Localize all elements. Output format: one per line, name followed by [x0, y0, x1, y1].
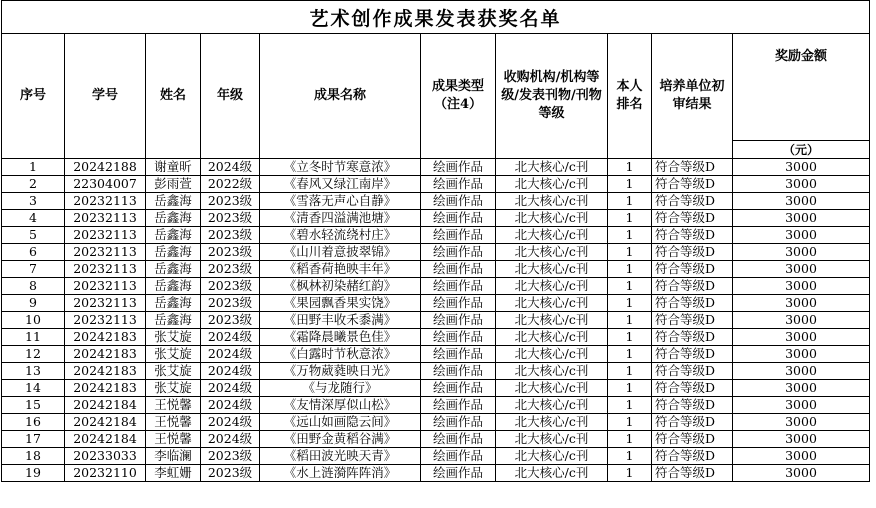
cell-work-title[interactable]: 《立冬时节寒意浓》	[260, 159, 421, 176]
cell-work-title[interactable]: 《水上涟漪阵阵消》	[260, 465, 421, 482]
cell-rank[interactable]: 1	[608, 244, 652, 261]
cell-student-id[interactable]: 20242183	[65, 346, 146, 363]
table-row	[2, 210, 870, 227]
cell-publisher[interactable]: 北大核心/c刊	[496, 431, 608, 448]
table-row	[2, 278, 870, 295]
cell-amount[interactable]: 3000	[733, 329, 870, 346]
cell-amount[interactable]: 3000	[733, 227, 870, 244]
cell-review[interactable]: 符合等级D	[652, 346, 733, 363]
cell-name[interactable]: 张艾旋	[146, 380, 201, 397]
table-row	[2, 431, 870, 448]
cell-review[interactable]: 符合等级D	[652, 295, 733, 312]
cell-work-title[interactable]: 《万物葳蕤映日光》	[260, 363, 421, 380]
cell-work-title[interactable]: 《碧水轻流绕村庄》	[260, 227, 421, 244]
cell-grade[interactable]: 2024级	[201, 397, 260, 414]
cell-name[interactable]: 王悦馨	[146, 414, 201, 431]
cell-student-id[interactable]: 20232110	[65, 465, 146, 482]
cell-type[interactable]: 绘画作品	[421, 329, 496, 346]
cell-student-id[interactable]: 20232113	[65, 278, 146, 295]
cell-type[interactable]: 绘画作品	[421, 431, 496, 448]
cell-work-title[interactable]: 《稻田波光映天青》	[260, 448, 421, 465]
table-row	[2, 227, 870, 244]
cell-student-id[interactable]: 20242183	[65, 363, 146, 380]
cell-review[interactable]: 符合等级D	[652, 312, 733, 329]
cell-publisher[interactable]: 北大核心/c刊	[496, 312, 608, 329]
cell-publisher[interactable]: 北大核心/c刊	[496, 363, 608, 380]
cell-seq[interactable]: 19	[2, 465, 65, 482]
table-row	[2, 397, 870, 414]
cell-seq[interactable]: 17	[2, 431, 65, 448]
cell-publisher[interactable]: 北大核心/c刊	[496, 210, 608, 227]
cell-type[interactable]: 绘画作品	[421, 227, 496, 244]
cell-type[interactable]: 绘画作品	[421, 448, 496, 465]
table-row	[2, 159, 870, 176]
cell-publisher[interactable]: 北大核心/c刊	[496, 176, 608, 193]
sheet-title[interactable]: 艺术创作成果发表获奖名单	[2, 1, 870, 34]
cell-review[interactable]: 符合等级D	[652, 363, 733, 380]
cell-amount[interactable]: 3000	[733, 193, 870, 210]
cell-grade[interactable]: 2024级	[201, 159, 260, 176]
cell-grade[interactable]: 2023级	[201, 261, 260, 278]
cell-grade[interactable]: 2023级	[201, 193, 260, 210]
cell-work-title[interactable]: 《田野丰收禾黍满》	[260, 312, 421, 329]
cell-seq[interactable]: 2	[2, 176, 65, 193]
cell-seq[interactable]: 6	[2, 244, 65, 261]
cell-amount[interactable]: 3000	[733, 431, 870, 448]
cell-publisher[interactable]: 北大核心/c刊	[496, 227, 608, 244]
cell-type[interactable]: 绘画作品	[421, 210, 496, 227]
header-amount[interactable]: 奖励金额	[733, 34, 870, 141]
cell-type[interactable]: 绘画作品	[421, 193, 496, 210]
cell-seq[interactable]: 5	[2, 227, 65, 244]
cell-type[interactable]: 绘画作品	[421, 414, 496, 431]
cell-name[interactable]: 王悦馨	[146, 397, 201, 414]
cell-name[interactable]: 岳鑫海	[146, 227, 201, 244]
cell-seq[interactable]: 1	[2, 159, 65, 176]
cell-student-id[interactable]: 20242184	[65, 397, 146, 414]
cell-review[interactable]: 符合等级D	[652, 431, 733, 448]
cell-amount[interactable]: 3000	[733, 465, 870, 482]
cell-rank[interactable]: 1	[608, 227, 652, 244]
cell-student-id[interactable]: 20232113	[65, 227, 146, 244]
cell-grade[interactable]: 2024级	[201, 414, 260, 431]
cell-student-id[interactable]: 20232113	[65, 295, 146, 312]
table-row	[2, 244, 870, 261]
cell-type[interactable]: 绘画作品	[421, 261, 496, 278]
cell-amount[interactable]: 3000	[733, 448, 870, 465]
cell-student-id[interactable]: 20232113	[65, 261, 146, 278]
header-grade[interactable]: 年级	[201, 34, 260, 159]
cell-rank[interactable]: 1	[608, 431, 652, 448]
header-amount-unit[interactable]: （元）	[733, 141, 870, 159]
table-row	[2, 465, 870, 482]
table-row	[2, 346, 870, 363]
cell-grade[interactable]: 2024级	[201, 380, 260, 397]
header-type[interactable]: 成果类型（注4）	[421, 34, 496, 159]
cell-publisher[interactable]: 北大核心/c刊	[496, 295, 608, 312]
cell-rank[interactable]: 1	[608, 397, 652, 414]
cell-grade[interactable]: 2023级	[201, 278, 260, 295]
cell-rank[interactable]: 1	[608, 210, 652, 227]
cell-type[interactable]: 绘画作品	[421, 312, 496, 329]
cell-student-id[interactable]: 20242183	[65, 329, 146, 346]
cell-student-id[interactable]: 20232113	[65, 312, 146, 329]
cell-amount[interactable]: 3000	[733, 380, 870, 397]
cell-type[interactable]: 绘画作品	[421, 295, 496, 312]
cell-name[interactable]: 岳鑫海	[146, 244, 201, 261]
cell-review[interactable]: 符合等级D	[652, 397, 733, 414]
cell-work-title[interactable]: 《霜降晨曦景色佳》	[260, 329, 421, 346]
cell-rank[interactable]: 1	[608, 363, 652, 380]
header-name[interactable]: 姓名	[146, 34, 201, 159]
cell-review[interactable]: 符合等级D	[652, 193, 733, 210]
cell-student-id[interactable]: 20242184	[65, 414, 146, 431]
cell-name[interactable]: 岳鑫海	[146, 193, 201, 210]
cell-name[interactable]: 谢童昕	[146, 159, 201, 176]
cell-type[interactable]: 绘画作品	[421, 380, 496, 397]
cell-publisher[interactable]: 北大核心/c刊	[496, 193, 608, 210]
cell-work-title[interactable]: 《果园飘香果实饶》	[260, 295, 421, 312]
header-student-id[interactable]: 学号	[65, 34, 146, 159]
cell-seq[interactable]: 14	[2, 380, 65, 397]
cell-grade[interactable]: 2024级	[201, 329, 260, 346]
table-row	[2, 363, 870, 380]
cell-review[interactable]: 符合等级D	[652, 448, 733, 465]
cell-amount[interactable]: 3000	[733, 159, 870, 176]
cell-grade[interactable]: 2024级	[201, 346, 260, 363]
cell-seq[interactable]: 4	[2, 210, 65, 227]
cell-publisher[interactable]: 北大核心/c刊	[496, 244, 608, 261]
cell-type[interactable]: 绘画作品	[421, 465, 496, 482]
cell-seq[interactable]: 15	[2, 397, 65, 414]
cell-rank[interactable]: 1	[608, 414, 652, 431]
cell-name[interactable]: 张艾旋	[146, 363, 201, 380]
header-rank[interactable]: 本人排名	[608, 34, 652, 159]
cell-name[interactable]: 李临澜	[146, 448, 201, 465]
cell-review[interactable]: 符合等级D	[652, 278, 733, 295]
cell-work-title[interactable]: 《清香四溢满池塘》	[260, 210, 421, 227]
table-row	[2, 261, 870, 278]
cell-rank[interactable]: 1	[608, 295, 652, 312]
cell-review[interactable]: 符合等级D	[652, 244, 733, 261]
cell-type[interactable]: 绘画作品	[421, 176, 496, 193]
cell-seq[interactable]: 16	[2, 414, 65, 431]
cell-rank[interactable]: 1	[608, 278, 652, 295]
cell-name[interactable]: 李虹姗	[146, 465, 201, 482]
cell-review[interactable]: 符合等级D	[652, 261, 733, 278]
cell-amount[interactable]: 3000	[733, 414, 870, 431]
header-work-title[interactable]: 成果名称	[260, 34, 421, 159]
cell-publisher[interactable]: 北大核心/c刊	[496, 346, 608, 363]
cell-amount[interactable]: 3000	[733, 261, 870, 278]
cell-seq[interactable]: 9	[2, 295, 65, 312]
cell-rank[interactable]: 1	[608, 261, 652, 278]
cell-grade[interactable]: 2024级	[201, 431, 260, 448]
header-review[interactable]: 培养单位初审结果	[652, 34, 733, 159]
cell-grade[interactable]: 2023级	[201, 448, 260, 465]
table-row	[2, 414, 870, 431]
header-seq[interactable]: 序号	[2, 34, 65, 159]
table-row	[2, 176, 870, 193]
cell-review[interactable]: 符合等级D	[652, 176, 733, 193]
cell-review[interactable]: 符合等级D	[652, 414, 733, 431]
cell-work-title[interactable]: 《枫林初染赭红韵》	[260, 278, 421, 295]
cell-publisher[interactable]: 北大核心/c刊	[496, 414, 608, 431]
cell-seq[interactable]: 12	[2, 346, 65, 363]
cell-grade[interactable]: 2023级	[201, 295, 260, 312]
table-row	[2, 448, 870, 465]
header-publisher[interactable]: 收购机构/机构等级/发表刊物/刊物等级	[496, 34, 608, 159]
cell-amount[interactable]: 3000	[733, 210, 870, 227]
cell-rank[interactable]: 1	[608, 176, 652, 193]
cell-seq[interactable]: 8	[2, 278, 65, 295]
cell-work-title[interactable]: 《友情深厚似山松》	[260, 397, 421, 414]
cell-work-title[interactable]: 《稻香荷艳映丰年》	[260, 261, 421, 278]
cell-seq[interactable]: 13	[2, 363, 65, 380]
cell-amount[interactable]: 3000	[733, 363, 870, 380]
cell-student-id[interactable]: 22304007	[65, 176, 146, 193]
cell-grade[interactable]: 2024级	[201, 363, 260, 380]
cell-rank[interactable]: 1	[608, 380, 652, 397]
cell-rank[interactable]: 1	[608, 159, 652, 176]
cell-amount[interactable]: 3000	[733, 295, 870, 312]
cell-seq[interactable]: 11	[2, 329, 65, 346]
cell-seq[interactable]: 18	[2, 448, 65, 465]
cell-publisher[interactable]: 北大核心/c刊	[496, 465, 608, 482]
cell-review[interactable]: 符合等级D	[652, 159, 733, 176]
cell-rank[interactable]: 1	[608, 193, 652, 210]
cell-name[interactable]: 张艾旋	[146, 346, 201, 363]
cell-publisher[interactable]: 北大核心/c刊	[496, 397, 608, 414]
cell-amount[interactable]: 3000	[733, 397, 870, 414]
cell-name[interactable]: 岳鑫海	[146, 210, 201, 227]
cell-type[interactable]: 绘画作品	[421, 363, 496, 380]
cell-grade[interactable]: 2022级	[201, 176, 260, 193]
cell-seq[interactable]: 7	[2, 261, 65, 278]
table-row	[2, 193, 870, 210]
cell-grade[interactable]: 2023级	[201, 210, 260, 227]
cell-rank[interactable]: 1	[608, 329, 652, 346]
table-row	[2, 295, 870, 312]
cell-review[interactable]: 符合等级D	[652, 380, 733, 397]
cell-publisher[interactable]: 北大核心/c刊	[496, 261, 608, 278]
cell-student-id[interactable]: 20242183	[65, 380, 146, 397]
table-row	[2, 329, 870, 346]
cell-type[interactable]: 绘画作品	[421, 244, 496, 261]
cell-publisher[interactable]: 北大核心/c刊	[496, 329, 608, 346]
cell-seq[interactable]: 10	[2, 312, 65, 329]
cell-review[interactable]: 符合等级D	[652, 329, 733, 346]
cell-review[interactable]: 符合等级D	[652, 227, 733, 244]
cell-student-id[interactable]: 20233033	[65, 448, 146, 465]
cell-rank[interactable]: 1	[608, 448, 652, 465]
cell-name[interactable]: 岳鑫海	[146, 278, 201, 295]
cell-student-id[interactable]: 20242184	[65, 431, 146, 448]
cell-work-title[interactable]: 《雪落无声心自静》	[260, 193, 421, 210]
cell-name[interactable]: 岳鑫海	[146, 261, 201, 278]
cell-student-id[interactable]: 20242188	[65, 159, 146, 176]
cell-type[interactable]: 绘画作品	[421, 346, 496, 363]
cell-work-title[interactable]: 《山川着意披翠锦》	[260, 244, 421, 261]
table-row	[2, 312, 870, 329]
cell-amount[interactable]: 3000	[733, 278, 870, 295]
table-row	[2, 380, 870, 397]
cell-student-id[interactable]: 20232113	[65, 210, 146, 227]
award-list-table	[1, 0, 870, 482]
cell-rank[interactable]: 1	[608, 312, 652, 329]
cell-work-title[interactable]: 《田野金黄稻谷满》	[260, 431, 421, 448]
cell-rank[interactable]: 1	[608, 346, 652, 363]
cell-name[interactable]: 岳鑫海	[146, 295, 201, 312]
cell-work-title[interactable]: 《远山如画隐云间》	[260, 414, 421, 431]
cell-seq[interactable]: 3	[2, 193, 65, 210]
cell-grade[interactable]: 2023级	[201, 244, 260, 261]
cell-work-title[interactable]: 《春风又绿江南岸》	[260, 176, 421, 193]
cell-grade[interactable]: 2023级	[201, 312, 260, 329]
cell-publisher[interactable]: 北大核心/c刊	[496, 278, 608, 295]
cell-amount[interactable]: 3000	[733, 176, 870, 193]
cell-name[interactable]: 王悦馨	[146, 431, 201, 448]
cell-name[interactable]: 张艾旋	[146, 329, 201, 346]
cell-grade[interactable]: 2023级	[201, 227, 260, 244]
cell-amount[interactable]: 3000	[733, 244, 870, 261]
cell-rank[interactable]: 1	[608, 465, 652, 482]
cell-type[interactable]: 绘画作品	[421, 397, 496, 414]
cell-grade[interactable]: 2023级	[201, 465, 260, 482]
cell-amount[interactable]: 3000	[733, 346, 870, 363]
cell-publisher[interactable]: 北大核心/c刊	[496, 159, 608, 176]
cell-name[interactable]: 岳鑫海	[146, 312, 201, 329]
cell-type[interactable]: 绘画作品	[421, 278, 496, 295]
cell-name[interactable]: 彭雨萱	[146, 176, 201, 193]
cell-review[interactable]: 符合等级D	[652, 465, 733, 482]
cell-student-id[interactable]: 20232113	[65, 193, 146, 210]
cell-review[interactable]: 符合等级D	[652, 210, 733, 227]
cell-work-title[interactable]: 《与龙随行》	[260, 380, 421, 397]
cell-student-id[interactable]: 20232113	[65, 244, 146, 261]
cell-publisher[interactable]: 北大核心/c刊	[496, 380, 608, 397]
cell-amount[interactable]: 3000	[733, 312, 870, 329]
cell-publisher[interactable]: 北大核心/c刊	[496, 448, 608, 465]
cell-work-title[interactable]: 《白露时节秋意浓》	[260, 346, 421, 363]
cell-type[interactable]: 绘画作品	[421, 159, 496, 176]
